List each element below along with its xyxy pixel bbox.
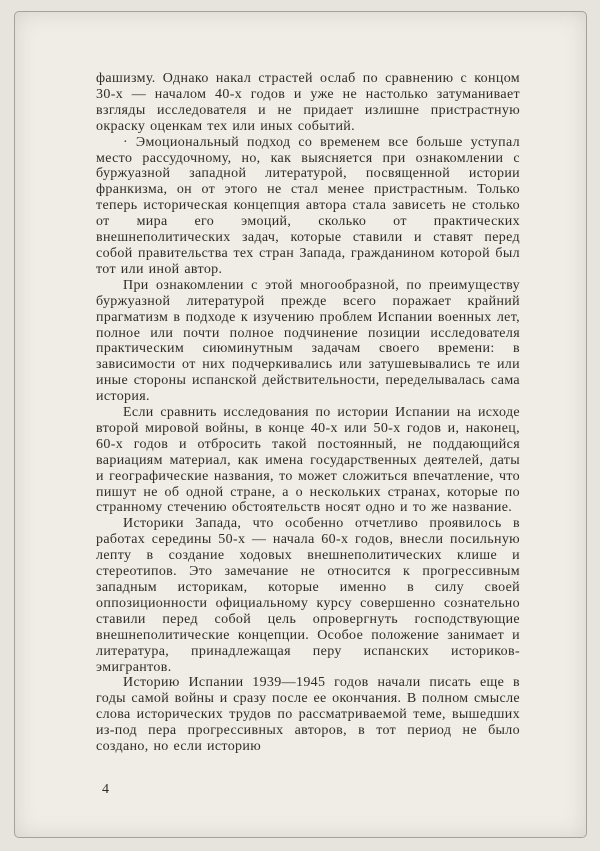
paragraph: При ознакомлении с этой многообразной, по преимуществу буржуазной литературой прежде всего поражает крайний прагматизм в подходе к изучению проблем Испании военных лет, полное или почти полное подчинение позиции исследователя практическим сиюминутным задачам своего времени: в зависимости от них подчеркивались или затушевывались те или иные стороны испанской действительности, переделывалась сама история. [96, 277, 520, 405]
paragraph: Историю Испании 1939—1945 годов начали писать еще в годы самой войны и сразу после ее окончания. В полном смысле слова исторических трудов по рассматриваемой теме, вышедших из-под пера прогрессивных авторов, в тот период не было создано, но если историю [96, 675, 520, 755]
paragraph: Если сравнить исследования по истории Испании на исходе второй мировой войны, в конце 40-х или 50-х годов и, наконец, 60-х годов и отбросить такой постоянный, не поддающийся вариациям материал, как имена государственных деятелей, даты и географические названия, то может сложиться впечатление, что пишут не об одной стране, а о нескольких странах, которые по странному стечению обстоятельств носят одно и то же название. [96, 405, 520, 516]
paragraph: Историки Запада, что особенно отчетливо проявилось в работах середины 50-х — начала 60-х годов, внесли посильную лепту в создание ходовых внешнеполитических клише и стереотипов. Это замечание не относится к прогрессивным западным историкам, которые именно в силу своей оппозиционности официальному курсу совершенно сознательно ставили перед собой цель опровергнуть господствующие внешнеполитические концепции. Особое положение занимает и литература, принадлежащая перу испанских историков-эмигрантов. [96, 516, 520, 675]
paragraph: · Эмоциональный подход со временем все больше уступал место рассудочному, но, как выясняется при ознакомлении с буржуазной западной литературой, посвященной истории франкизма, он от этого не стал менее пристрастным. Только теперь историческая концепция автора стала зависеть не столько от мира его эмоций, сколько от практических внешнеполитических задач, которые ставили и ставят перед собой правительства тех стран Запада, гражданином которой был тот или иной автор. [96, 134, 520, 277]
paragraph: фашизму. Однако накал страстей ослаб по сравнению с концом 30-х — началом 40-х годов и уже не настолько затуманивает взгляды исследователя и не придает излишне пристрастную окраску оценкам тех или иных событий. [96, 71, 520, 134]
page-text-block [96, 71, 520, 755]
page-number: 4 [102, 782, 109, 797]
